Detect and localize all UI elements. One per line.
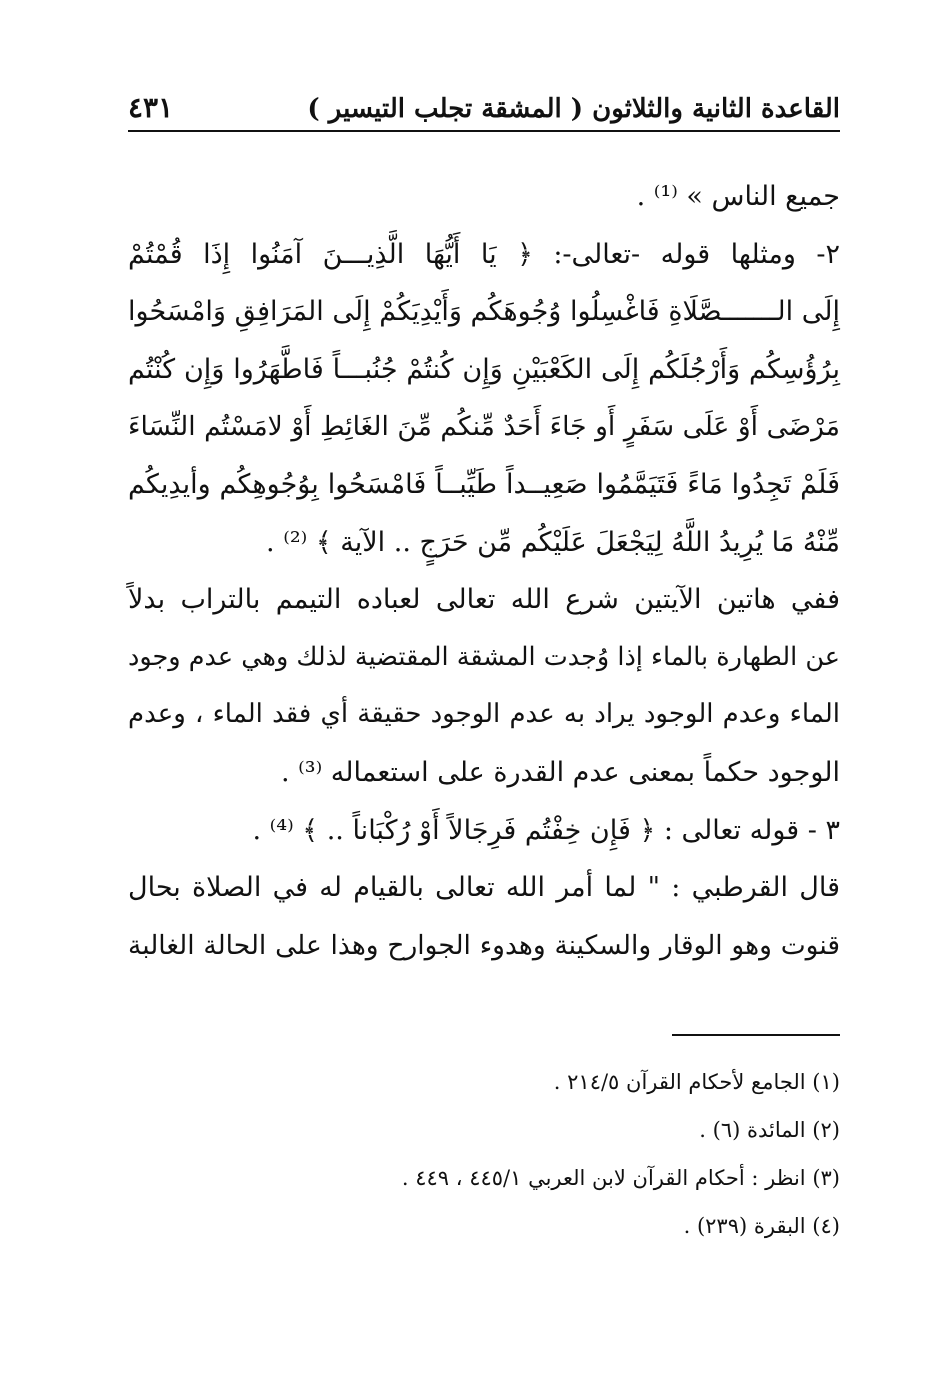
text-line: عن الطهارة بالماء إذا وُجدت المشقة المقتضية لذلك وهي عدم وجود (128, 641, 840, 672)
text-line: جميع الناس » ⁽¹⁾ . (636, 181, 840, 212)
text-line: إِلَى الـــــــصَّلَاةِ فَاغْسِلُوا وُجُوهَكُم وَأَيْدِيَكُمْ إِلَى المَرَافِقِ وَامْسَحُوا (128, 296, 840, 328)
text-line: الماء وعدم الوجود يراد به عدم الوجود حقيقة أي فقد الماء ، وعدم (128, 699, 840, 730)
text-line: الوجود حكماً بمعنى عدم القدرة على استعماله ⁽³⁾ . (280, 756, 840, 788)
footnotes (128, 1058, 840, 1250)
footnote-separator (672, 1034, 840, 1036)
text-line: قنوت وهو الوقار والسكينة وهدوء الجوارح وهذا على الحالة الغالبة (128, 929, 840, 961)
footnote: (١) الجامع لأحكام القرآن ٢١٤/٥ . (553, 1070, 840, 1094)
page-header (128, 78, 840, 124)
text-line: قال القرطبي : " لما أمر الله تعالى بالقيام له في الصلاة بحال (128, 872, 840, 904)
footnote: (٣) انظر : أحكام القرآن لابن العربي ٤٤٥/١ ، ٤٤٩ . (401, 1166, 840, 1190)
header-rule (128, 130, 840, 132)
text-line: ٢- ومثلها قوله -تعالى-: ﴿ يَا أَيُّهَا الَّذِيـــنَ آمَنُوا إِذَا قُمْتُمْ (128, 238, 840, 270)
footnote: (٢) المائدة (٦) . (699, 1118, 840, 1142)
text-line: ففي هاتين الآيتين شرع الله تعالى لعباده التيمم بالتراب بدلاً (128, 584, 840, 616)
page-number: ٤٣١ (128, 91, 174, 124)
running-title: القاعدة الثانية والثلاثون ( المشقة تجلب التيسير ) (307, 94, 840, 124)
text-line: ٣ - قوله تعالى : ﴿ فَإِن خِفْتُم فَرِجَالاً أَوْ رُكْبَاناً .. ﴾ ⁽⁴⁾ . (252, 814, 840, 846)
text-line: بِرُؤُسِكُم وَأَرْجُلَكُم إِلَى الكَعْبَيْنِ وَإِن كُنتُمْ جُنُبـــاً فَاطَّهَرُوا وَإِن كُنْتُم (128, 353, 840, 385)
main-text (128, 168, 840, 974)
footnote: (٤) البقرة (٢٣٩) . (683, 1214, 840, 1238)
text-line: مِّنْهُ مَا يُرِيدُ اللَّهُ لِيَجْعَلَ عَلَيْكُم مِّن حَرَجٍ .. الآية ﴾ ⁽²⁾ . (266, 526, 840, 558)
text-line: فَلَمْ تَجِدُوا مَاءً فَتَيَمَّمُوا صَعِيــداً طَيِّبــاً فَامْسَحُوا بِوُجُوهِكُم وأيدِيكُم (128, 468, 840, 500)
text-line: مَرْضَى أَوْ عَلَى سَفَرٍ أَو جَاءَ أَحَدٌ مِّنكُم مِّنَ الغَائِطِ أَوْ لامَسْتُم النِّسَاءَ (128, 411, 840, 443)
